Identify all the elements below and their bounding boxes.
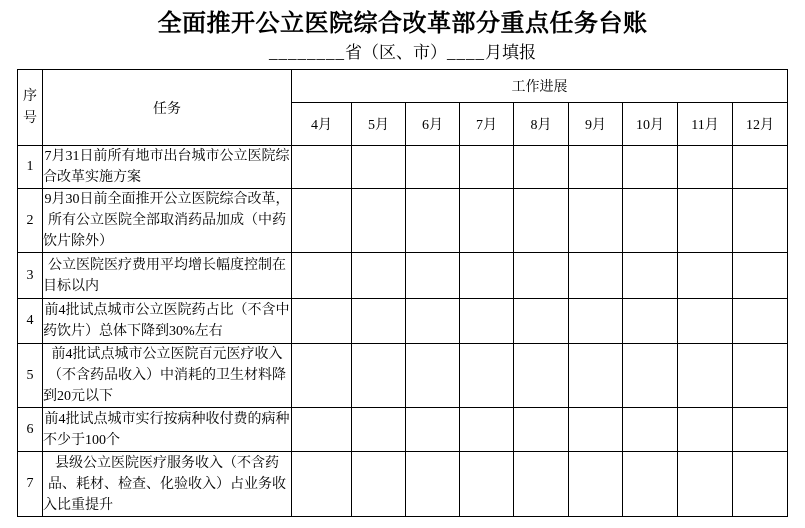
progress-cell[interactable]: [569, 452, 623, 517]
province-blank-field[interactable]: ________: [269, 43, 345, 62]
task-cell: 前4批试点城市公立医院药占比（不含中药饮片）总体下降到30%左右: [43, 299, 292, 344]
progress-cell[interactable]: [406, 408, 460, 452]
progress-cell[interactable]: [292, 344, 352, 408]
progress-cell[interactable]: [678, 189, 733, 253]
province-label: 省（区、市）: [345, 43, 447, 62]
progress-cell[interactable]: [569, 408, 623, 452]
progress-cell[interactable]: [406, 146, 460, 189]
task-cell: 县级公立医院医疗服务收入（不含药品、耗材、检查、化验收入）占业务收入比重提升: [43, 452, 292, 517]
progress-cell[interactable]: [514, 408, 569, 452]
progress-cell[interactable]: [514, 452, 569, 517]
task-cell: 7月31日前所有地市出台城市公立医院综合改革实施方案: [43, 146, 292, 189]
column-header-task: 任务: [43, 70, 292, 146]
progress-cell[interactable]: [678, 344, 733, 408]
row-index-cell: 6: [18, 408, 43, 452]
table-row: [18, 408, 788, 452]
column-header-month-8: 8月: [514, 103, 569, 146]
progress-cell[interactable]: [514, 253, 569, 299]
table-row: [18, 299, 788, 344]
progress-cell[interactable]: [460, 146, 514, 189]
progress-cell[interactable]: [733, 253, 788, 299]
progress-cell[interactable]: [406, 344, 460, 408]
progress-cell[interactable]: [406, 299, 460, 344]
progress-cell[interactable]: [623, 189, 678, 253]
task-ledger-table: [17, 69, 788, 517]
column-header-index: 序号: [18, 70, 43, 146]
progress-cell[interactable]: [569, 146, 623, 189]
progress-cell[interactable]: [623, 344, 678, 408]
table-row: [18, 344, 788, 408]
header-row-top: [18, 70, 788, 103]
progress-cell[interactable]: [352, 452, 406, 517]
progress-cell[interactable]: [460, 189, 514, 253]
column-header-month-7: 7月: [460, 103, 514, 146]
progress-cell[interactable]: [733, 146, 788, 189]
progress-cell[interactable]: [569, 299, 623, 344]
progress-cell[interactable]: [460, 408, 514, 452]
progress-cell[interactable]: [623, 452, 678, 517]
column-header-month-6: 6月: [406, 103, 460, 146]
column-header-progress: 工作进展: [292, 70, 788, 103]
progress-cell[interactable]: [460, 299, 514, 344]
task-cell: 9月30日前全面推开公立医院综合改革，所有公立医院全部取消药品加成（中药饮片除外）: [43, 189, 292, 253]
progress-cell[interactable]: [460, 344, 514, 408]
column-header-month-9: 9月: [569, 103, 623, 146]
table-row: [18, 146, 788, 189]
task-cell: 前4批试点城市实行按病种收付费的病种不少于100个: [43, 408, 292, 452]
progress-cell[interactable]: [460, 452, 514, 517]
progress-cell[interactable]: [352, 408, 406, 452]
task-cell: 公立医院医疗费用平均增长幅度控制在目标以内: [43, 253, 292, 299]
progress-cell[interactable]: [733, 408, 788, 452]
progress-cell[interactable]: [514, 146, 569, 189]
progress-cell[interactable]: [678, 253, 733, 299]
row-index-cell: 3: [18, 253, 43, 299]
progress-cell[interactable]: [406, 189, 460, 253]
progress-cell[interactable]: [352, 299, 406, 344]
progress-cell[interactable]: [292, 408, 352, 452]
progress-cell[interactable]: [733, 299, 788, 344]
progress-cell[interactable]: [678, 452, 733, 517]
progress-cell[interactable]: [406, 452, 460, 517]
row-index-cell: 4: [18, 299, 43, 344]
row-index-cell: 1: [18, 146, 43, 189]
column-header-month-11: 11月: [678, 103, 733, 146]
progress-cell[interactable]: [678, 408, 733, 452]
progress-cell[interactable]: [292, 189, 352, 253]
progress-cell[interactable]: [292, 452, 352, 517]
table-row: [18, 452, 788, 517]
row-index-cell: 7: [18, 452, 43, 517]
progress-cell[interactable]: [623, 299, 678, 344]
progress-cell[interactable]: [678, 299, 733, 344]
document-subtitle: [0, 42, 805, 64]
progress-cell[interactable]: [514, 344, 569, 408]
progress-cell[interactable]: [569, 189, 623, 253]
progress-cell[interactable]: [352, 189, 406, 253]
document-title: 全面推开公立医院综合改革部分重点任务台账: [157, 11, 648, 37]
progress-cell[interactable]: [292, 253, 352, 299]
progress-cell[interactable]: [733, 452, 788, 517]
row-index-cell: 5: [18, 344, 43, 408]
month-blank-field[interactable]: ____: [447, 43, 485, 62]
progress-cell[interactable]: [623, 253, 678, 299]
progress-cell[interactable]: [733, 189, 788, 253]
progress-cell[interactable]: [733, 344, 788, 408]
progress-cell[interactable]: [352, 146, 406, 189]
table-row: [18, 189, 788, 253]
table-row: [18, 253, 788, 299]
column-header-month-10: 10月: [623, 103, 678, 146]
progress-cell[interactable]: [292, 299, 352, 344]
progress-cell[interactable]: [292, 146, 352, 189]
progress-cell[interactable]: [623, 146, 678, 189]
progress-cell[interactable]: [569, 344, 623, 408]
progress-cell[interactable]: [623, 408, 678, 452]
column-header-month-4: 4月: [292, 103, 352, 146]
progress-cell[interactable]: [514, 299, 569, 344]
month-label: 月填报: [485, 43, 536, 62]
progress-cell[interactable]: [352, 344, 406, 408]
column-header-month-12: 12月: [733, 103, 788, 146]
progress-cell[interactable]: [406, 253, 460, 299]
progress-cell[interactable]: [352, 253, 406, 299]
progress-cell[interactable]: [460, 253, 514, 299]
task-cell: 前4批试点城市公立医院百元医疗收入（不含药品收入）中消耗的卫生材料降到20元以下: [43, 344, 292, 408]
row-index-cell: 2: [18, 189, 43, 253]
column-header-month-5: 5月: [352, 103, 406, 146]
progress-cell[interactable]: [678, 146, 733, 189]
progress-cell[interactable]: [514, 189, 569, 253]
progress-cell[interactable]: [569, 253, 623, 299]
